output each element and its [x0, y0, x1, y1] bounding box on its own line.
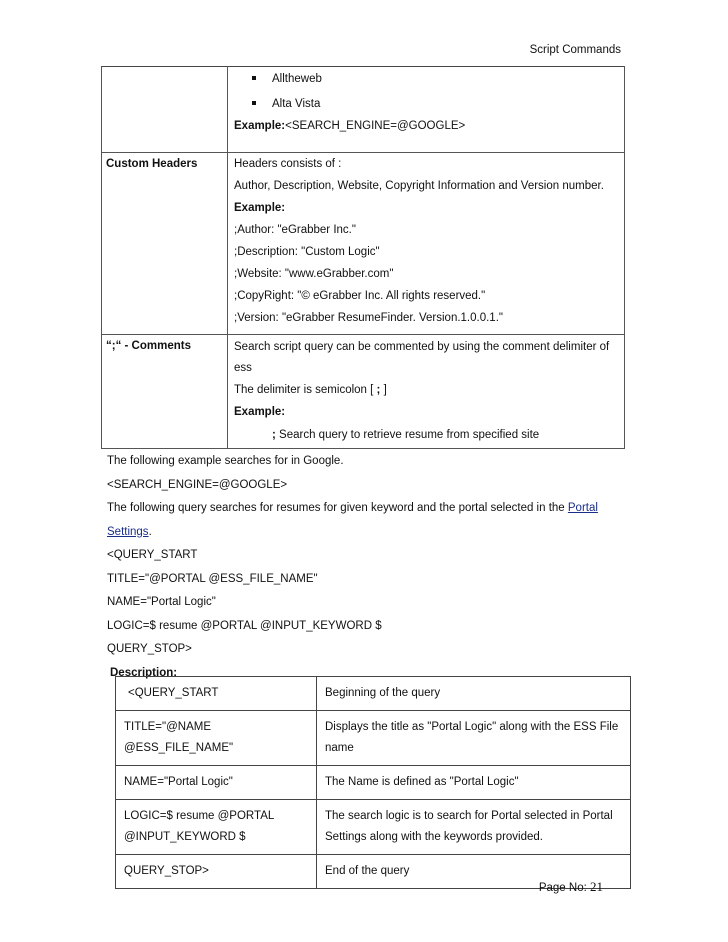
search-engine-cell [228, 66, 625, 153]
portal-settings-link[interactable]: Portal [567, 502, 598, 514]
table-row [102, 153, 625, 335]
body-text [107, 450, 627, 685]
table-row [116, 800, 631, 855]
paragraph: Settings. [107, 525, 152, 538]
code-cell: QUERY_STOP> [116, 855, 317, 889]
empty-label-cell [102, 66, 228, 153]
commands-table [101, 66, 625, 449]
search-example: Example:<SEARCH_ENGINE=@GOOGLE> [234, 120, 466, 132]
list-item: Alta Vista [228, 92, 624, 116]
desc-cell: Displays the title as "Portal Logic" along with the ESS File name [317, 711, 631, 766]
description-label: Description: [110, 666, 178, 679]
table-row [102, 335, 625, 449]
table-row [116, 766, 631, 800]
code-line: NAME="Portal Logic" [107, 596, 216, 608]
paragraph: <SEARCH_ENGINE=@GOOGLE> [107, 478, 288, 491]
desc-cell: End of the query [317, 855, 631, 889]
list-item: Alltheweb [228, 66, 624, 92]
code-cell: <QUERY_START [116, 677, 317, 711]
bullet-icon [252, 101, 256, 105]
desc-cell: The search logic is to search for Portal selected in Portal Settings along with the keywords provided. [317, 800, 631, 855]
page-number: 21 [590, 879, 603, 894]
code-line: QUERY_STOP> [107, 643, 192, 655]
running-header: Script Commands [529, 44, 621, 56]
code-cell: NAME="Portal Logic" [116, 766, 317, 800]
comments-label-cell: “;“ - Comments [102, 335, 228, 449]
table-row [102, 66, 625, 153]
description-table [115, 676, 631, 889]
paragraph: The following example searches for in Google. [107, 455, 344, 467]
comments-cell: Search script query can be commented by using the comment delimiter of ess The delimiter is semicolon [ ; ] Example: ; Search query to retrieve resume from specified site [228, 335, 625, 449]
paragraph: The following query searches for resumes for given keyword and the portal selected in the Portal [107, 502, 598, 514]
page-footer: Page No: 21 [538, 879, 603, 894]
code-cell: TITLE="@NAME @ESS_FILE_NAME" [116, 711, 317, 766]
code-line: LOGIC=$ resume @PORTAL @INPUT_KEYWORD $ [107, 619, 382, 632]
desc-cell: Beginning of the query [317, 677, 631, 711]
table-row [116, 711, 631, 766]
custom-headers-label-cell: Custom Headers [102, 153, 228, 335]
portal-settings-link[interactable]: Settings [107, 525, 149, 538]
code-line: TITLE="@PORTAL @ESS_FILE_NAME" [107, 572, 318, 585]
code-cell: LOGIC=$ resume @PORTAL @INPUT_KEYWORD $ [116, 800, 317, 855]
desc-cell: The Name is defined as "Portal Logic" [317, 766, 631, 800]
bullet-icon [252, 76, 256, 80]
custom-headers-cell: Headers consists of : Author, Description, Website, Copyright Information and Version number. Example: ;Author: "eGrabber Inc." ;Description: "Custom Logic" ;Website: "www.eGrabber.com" ;CopyRight: "© eGrabber Inc. All rights reserved." ;Version: "eGrabber ResumeFinder. Version.1.0.0.1." [228, 153, 625, 335]
code-line: <QUERY_START [107, 549, 198, 561]
table-row [116, 677, 631, 711]
